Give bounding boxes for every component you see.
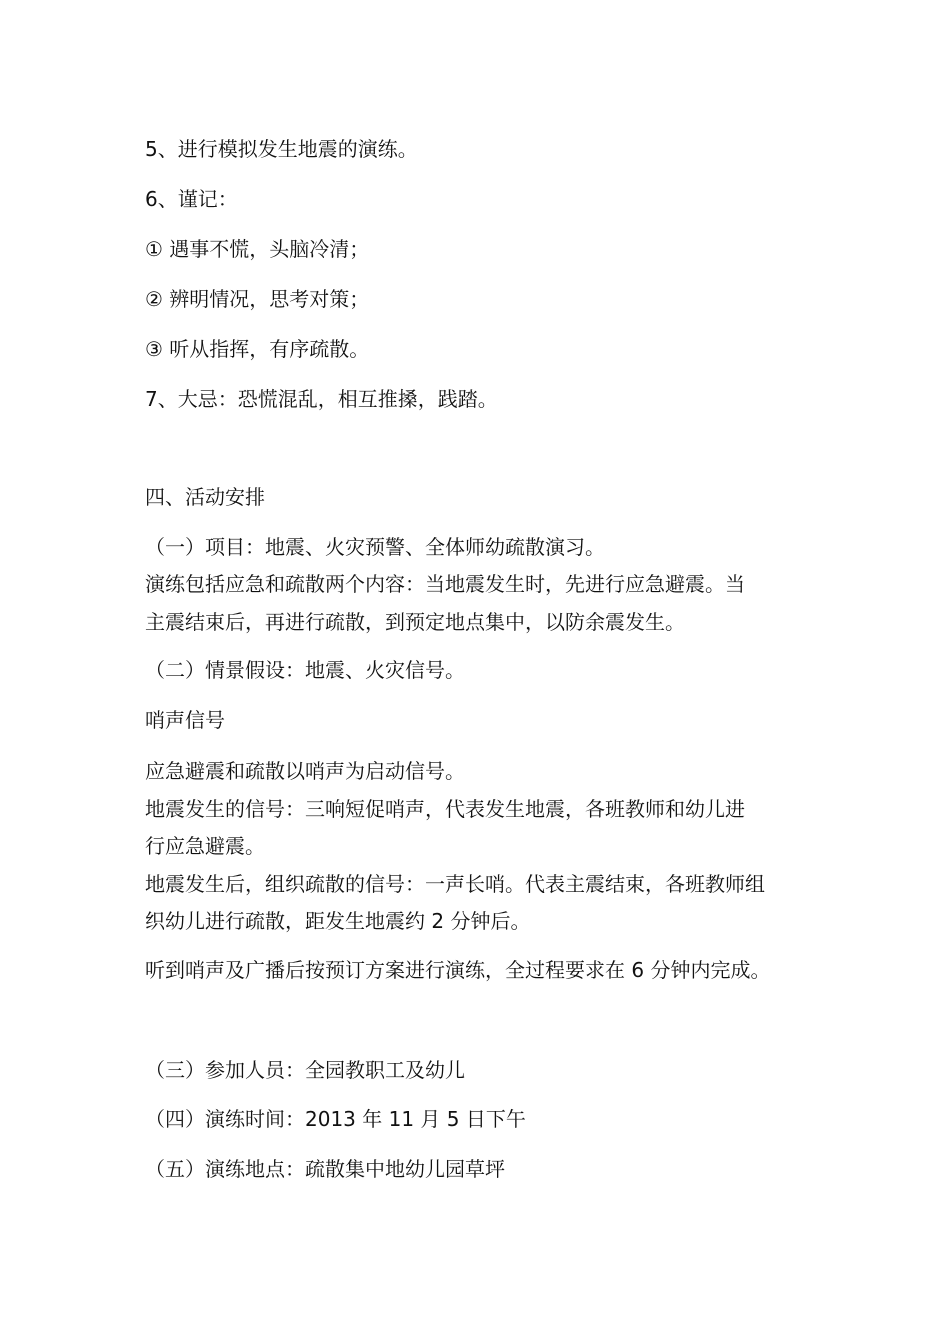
remember-item-3: ③ 听从指挥，有序疏散。 xyxy=(145,337,370,361)
section-heading-activity-arrangement: 四、活动安排 xyxy=(145,485,265,509)
remember-item-1: ① 遇事不慌，头脑冷清； xyxy=(145,237,370,261)
drill-completion-text: 听到哨声及广播后按预订方案进行演练，全过程要求在 6 分钟内完成。 xyxy=(145,958,771,982)
item-drill-location: （五）演练地点：疏散集中地幼儿园草坪 xyxy=(145,1157,505,1181)
signal-text-line-1: 应急避震和疏散以哨声为启动信号。 xyxy=(145,759,465,783)
item-scenario: （二）情景假设：地震、火灾信号。 xyxy=(145,658,465,682)
whistle-signal-heading: 哨声信号 xyxy=(145,708,225,732)
item-project: （一）项目：地震、火灾预警、全体师幼疏散演习。 xyxy=(145,535,605,559)
step-6-heading: 6、谨记： xyxy=(145,187,238,211)
step-5-text: 5、进行模拟发生地震的演练。 xyxy=(145,137,418,161)
remember-item-2: ② 辨明情况，思考对策； xyxy=(145,287,370,311)
drill-description-line-1: 演练包括应急和疏散两个内容：当地震发生时，先进行应急避震。当 xyxy=(145,572,745,596)
item-drill-time: （四）演练时间：2013 年 11 月 5 日下午 xyxy=(145,1107,526,1131)
signal-text-line-4: 地震发生后，组织疏散的信号：一声长哨。代表主震结束，各班教师组 xyxy=(145,872,765,896)
step-7-text: 7、大忌：恐慌混乱，相互推搡，践踏。 xyxy=(145,387,498,411)
item-participants: （三）参加人员：全园教职工及幼儿 xyxy=(145,1058,465,1082)
document-page xyxy=(145,0,845,1344)
signal-text-line-2: 地震发生的信号：三响短促哨声，代表发生地震，各班教师和幼儿进 xyxy=(145,797,745,821)
signal-text-line-5: 织幼儿进行疏散，距发生地震约 2 分钟后。 xyxy=(145,909,531,933)
drill-description-line-2: 主震结束后，再进行疏散，到预定地点集中，以防余震发生。 xyxy=(145,610,685,634)
signal-text-line-3: 行应急避震。 xyxy=(145,834,265,858)
